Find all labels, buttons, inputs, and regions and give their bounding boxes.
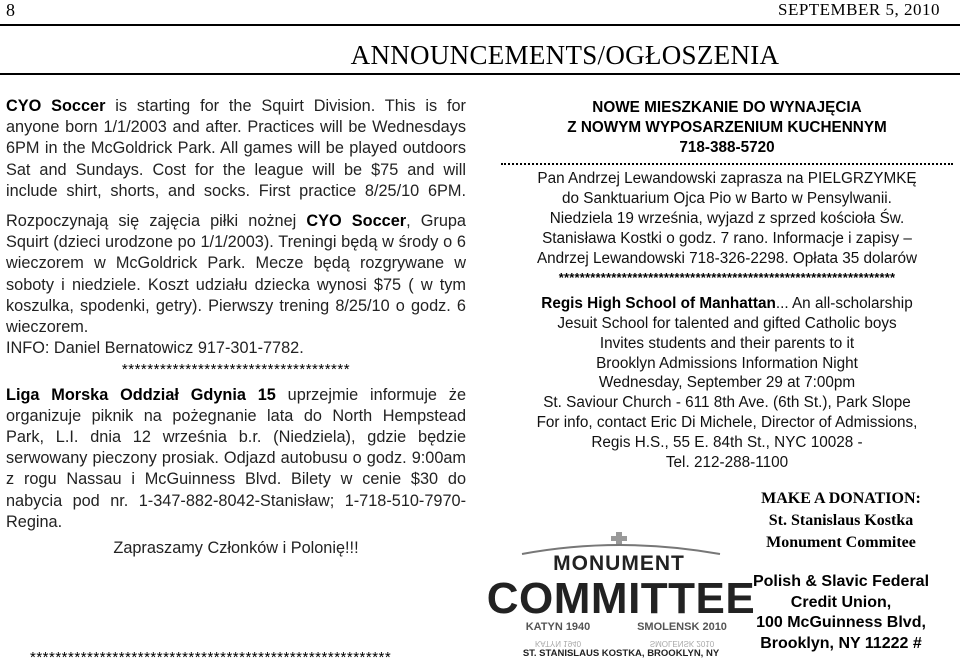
- credit-union-box: [722, 572, 960, 654]
- donation-line2: St. Stanislaus Kostka: [768, 512, 914, 529]
- regis-line4: Brooklyn Admissions Information Night: [596, 354, 858, 372]
- soccer-polish-pre: Rozpoczynają się zajęcia piłki nożnej: [6, 212, 307, 231]
- header-rule: [0, 24, 960, 26]
- regis-line2: Jesuit School for talented and gifted Catholic boys: [557, 314, 897, 332]
- liga-morska: [6, 385, 466, 533]
- dotted-separator: [501, 163, 953, 165]
- liga-title: Liga Morska Oddział Gdynia 15: [6, 385, 276, 404]
- liga-closing: Zapraszamy Członków i Polonię!!!: [113, 539, 359, 558]
- right-column: [495, 98, 959, 472]
- pilgrimage-line3: Niedziela 19 września, wyjazd z sprzed kościoła Św.: [549, 209, 905, 227]
- pilgrimage-line2: do Sanktuarium Ojca Pio w Barto w Pensylwanii.: [562, 190, 892, 208]
- liga-text: uprzejmie informuje że organizuje piknik na pożegnanie lata do North Hempstead Park, L.I. dnia 12 września b.r. (Niedziela), gdzie będzie serwowany pieczony prosiak. Odjazd autobusu o godz. 9:00am z rogu Nassau i McGuinness Blvd. Bilety w cenie $30 do nabycia pod nr. 1-347-882-8042-Stanisław; 1-718-510-7970-Regina.: [6, 385, 466, 531]
- logo-word-committee: COMMITTEE: [486, 574, 756, 623]
- bottom-stars: *********************************************************: [30, 649, 392, 666]
- soccer-info: INFO: Daniel Bernatowicz 917-301-7782.: [6, 339, 304, 358]
- pilgrimage-line5: Andrzej Lewandowski 718-326-2298. Opłata 35 dolarów: [536, 249, 918, 267]
- regis-line5: Wednesday, September 29 at 7:00pm: [598, 374, 856, 392]
- regis-line7: For info, contact Eric Di Michele, Director of Admissions,: [536, 413, 918, 431]
- logo-smolensk: SMOLENSK 2010: [637, 621, 727, 633]
- soccer-english: [6, 96, 466, 202]
- credit-union-line4: Brooklyn, NY 11222 #: [760, 634, 922, 652]
- donation-box: [736, 488, 946, 554]
- logo-katyn-reflection: KATYN 1940: [534, 639, 582, 648]
- page-number: 8: [6, 0, 15, 20]
- soccer-title: CYO Soccer: [6, 97, 106, 115]
- issue-date: SEPTEMBER 5, 2010: [778, 0, 940, 19]
- logo-footer: ST. STANISLAUS KOSTKA, BROOKLYN, NY: [522, 648, 720, 659]
- donation-line3: Monument Commitee: [766, 534, 916, 551]
- separator-stars-right: ****************************************************************: [558, 270, 896, 286]
- regis-line1: [495, 294, 959, 314]
- cross-icon: [611, 532, 627, 546]
- pilgrimage-line1: Pan Andrzej Lewandowski zaprasza na PIELGRZYMKĘ: [537, 170, 917, 188]
- soccer-polish: [6, 211, 466, 338]
- page-title: ANNOUNCEMENTS/OGŁOSZENIA: [350, 40, 780, 70]
- monument-committee-logo: [486, 532, 756, 660]
- separator-stars: ************************************: [121, 361, 351, 379]
- left-column: [6, 96, 466, 559]
- apartment-line1: NOWE MIESZKANIE DO WYNAJĘCIA: [592, 99, 862, 116]
- credit-union-line2: Credit Union,: [790, 593, 892, 611]
- logo-smolensk-reflection: SMOLENSK 2010: [649, 639, 715, 648]
- soccer-english-text: is starting for the Squirt Division. This is for anyone born 1/1/2003 and after. Practices will be Wednesdays 6PM in the McGoldrick Park. All games will be played outdoors Sat and Sundays. Cost for the league will be $75 and will include shirt, shorts, and socks. First practice 8/25/10 6PM.: [6, 97, 466, 200]
- pilgrimage-line4: Stanisława Kostki o godz. 7 rano. Informacje i zapisy –: [542, 229, 912, 247]
- apartment-line2: Z NOWYM WYPOSARZENIUM KUCHENNYM: [567, 118, 887, 136]
- regis-line3: Invites students and their parents to it: [599, 334, 855, 352]
- apartment-phone: 718-388-5720: [679, 138, 775, 156]
- credit-union-line3: 100 McGuinness Blvd,: [756, 614, 926, 631]
- title-rule: [0, 73, 960, 75]
- regis-line9: Tel. 212-288-1100: [665, 453, 789, 471]
- soccer-polish-text: , Grupa Squirt (dzieci urodzone po 1/1/2003). Treningi będą w środy o 6 wieczorem w McGoldrick Park. Mecze będą rozgrywane w soboty i niedziele. Koszt udziału dziecka wynosi $75 ( w tym koszulka, spodenki, getry). Pierwszy trening 8/25/10 o godz. 6 wieczorem.: [6, 212, 466, 337]
- soccer-polish-title: CYO Soccer: [306, 212, 407, 231]
- logo-katyn: KATYN 1940: [525, 621, 591, 633]
- credit-union-line1: Polish & Slavic Federal: [752, 573, 930, 590]
- donation-line1: MAKE A DONATION:: [761, 490, 921, 507]
- regis-line8: Regis H.S., 55 E. 84th St., NYC 10028 -: [591, 433, 863, 451]
- regis-line1-text: ... An all-scholarship: [775, 295, 913, 313]
- logo-word-monument: MONUMENT: [553, 552, 685, 575]
- regis-title: Regis High School of Manhattan: [541, 295, 776, 313]
- regis-line6: St. Saviour Church - 611 8th Ave. (6th St.), Park Slope: [543, 394, 911, 412]
